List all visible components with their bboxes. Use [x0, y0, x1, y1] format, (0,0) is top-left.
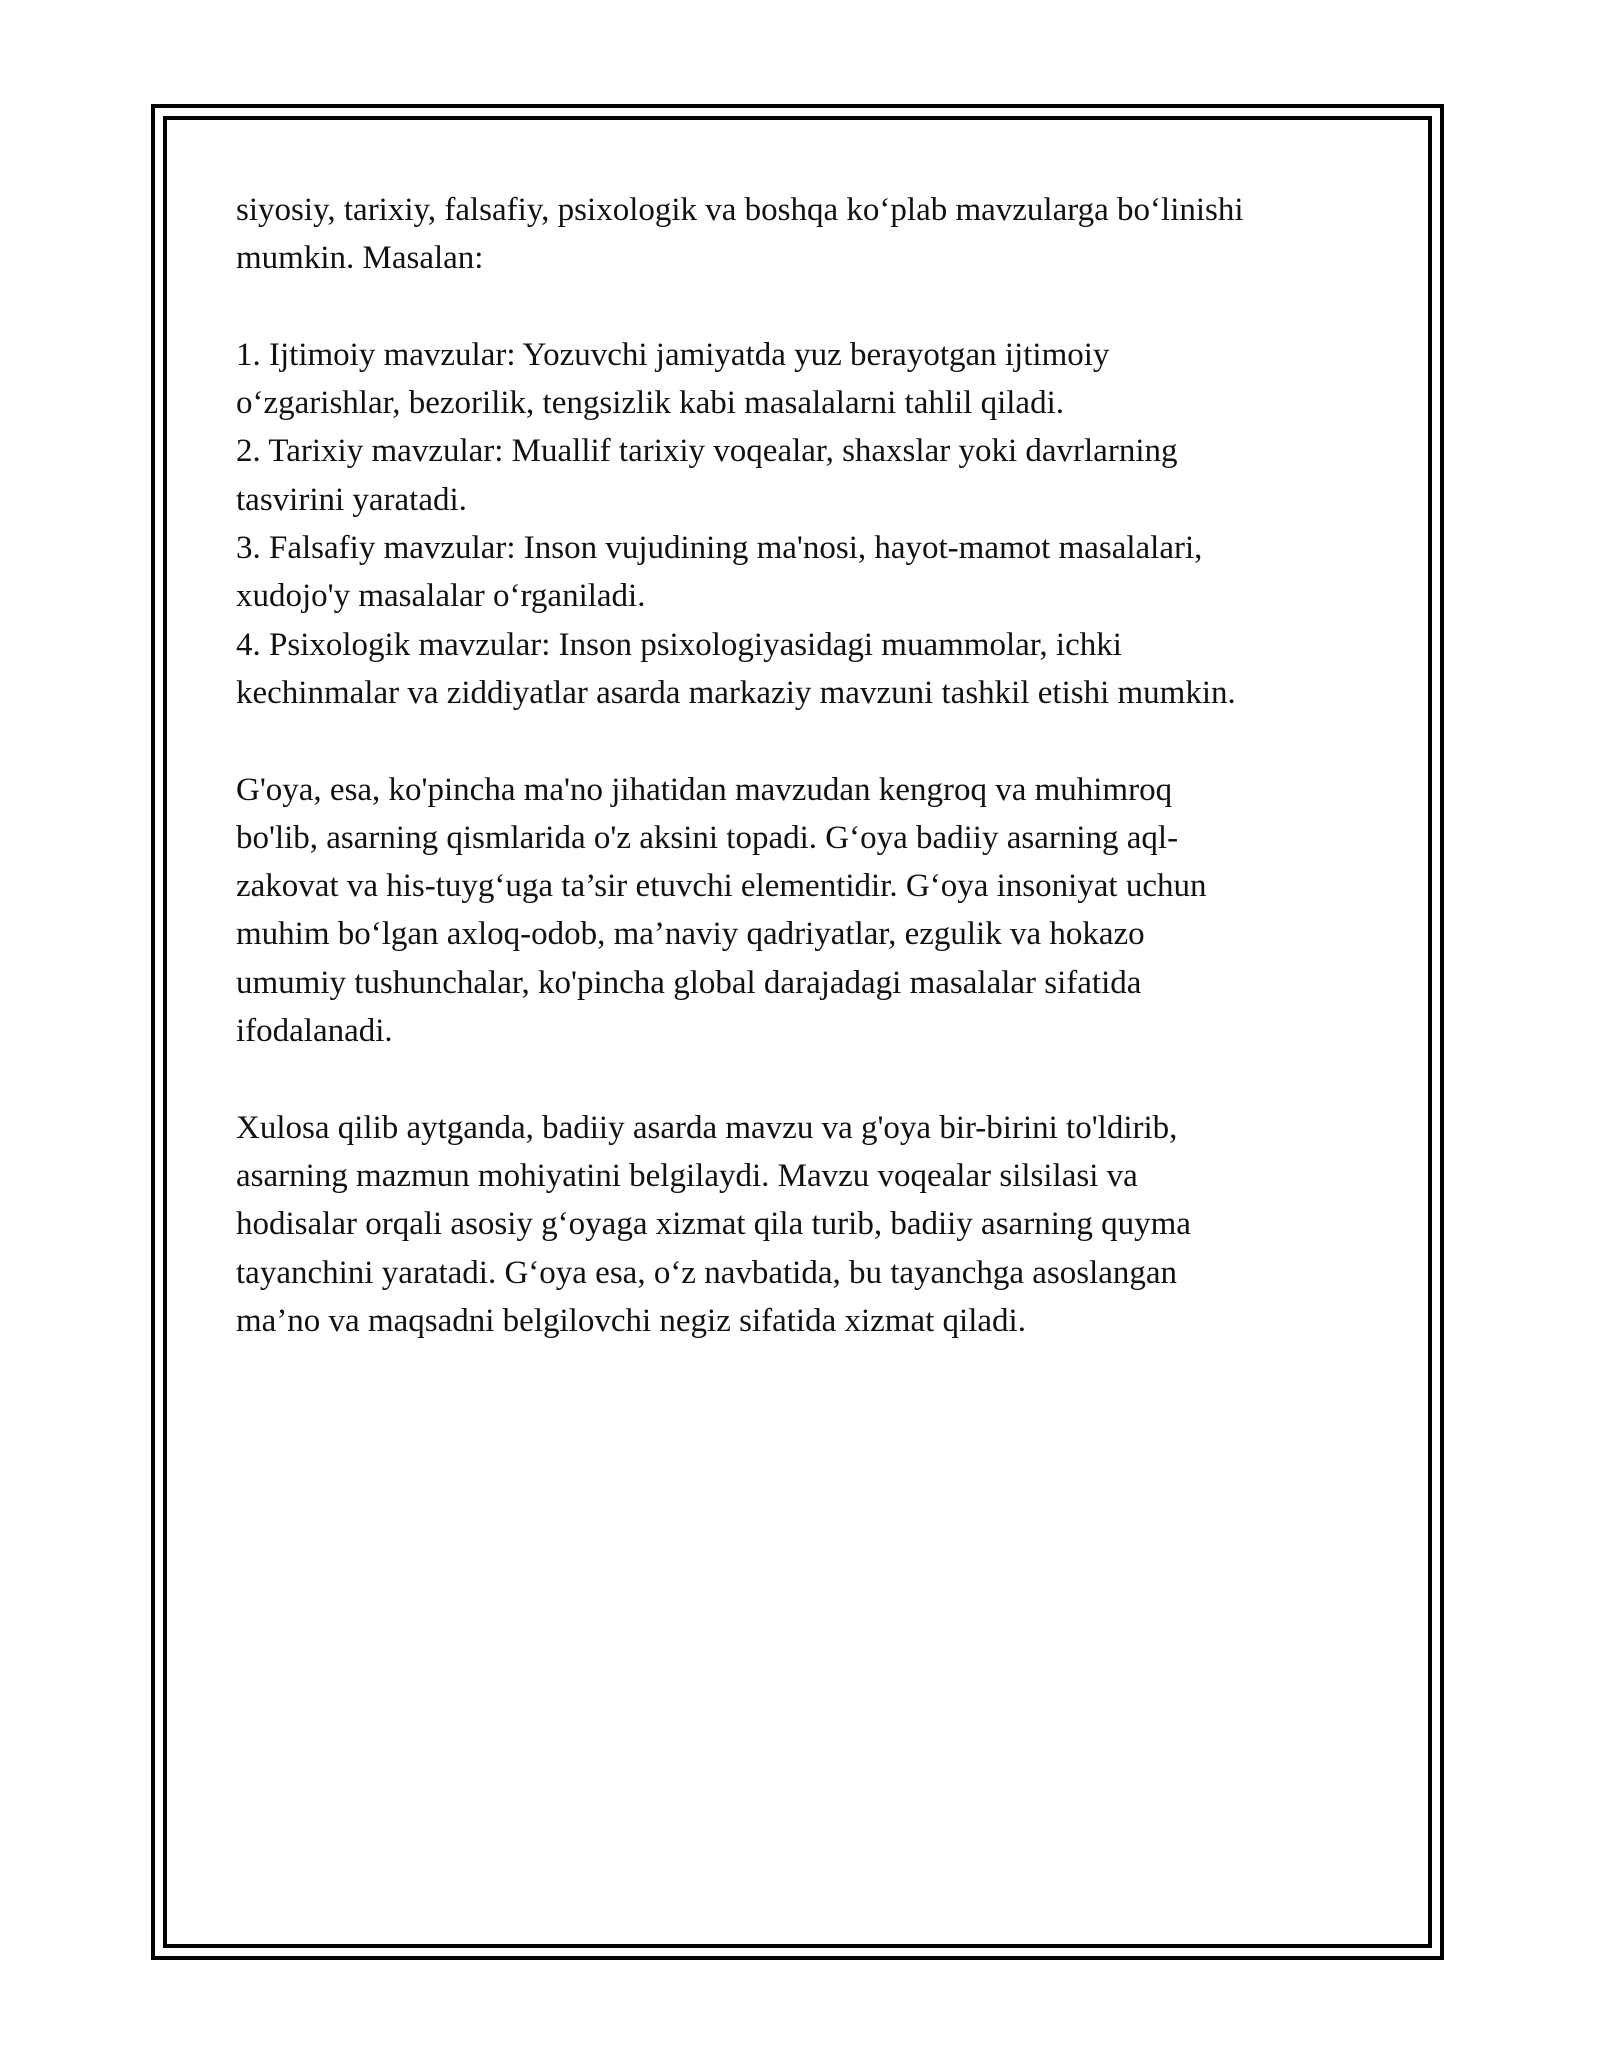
text-line: muhim bo‘lgan axloq-odob, ma’naviy qadriyatlar, ezgulik va hokazo: [236, 916, 1145, 953]
list-item-line: 2. Tarixiy mavzular: Muallif tarixiy voqealar, shaxslar yoki davrlarning: [236, 433, 1178, 470]
text-line: hodisalar orqali asosiy g‘oyaga xizmat qila turib, badiiy asarning quyma: [236, 1206, 1191, 1243]
list-item-line: xudojo'y masalalar o‘rganiladi.: [236, 578, 646, 615]
text-line: ma’no va maqsadni belgilovchi negiz sifatida xizmat qiladi.: [236, 1302, 1026, 1339]
list-item-line: 3. Falsafiy mavzular: Inson vujudining ma'nosi, hayot-mamot masalalari,: [236, 530, 1203, 567]
text-line: zakovat va his-tuyg‘uga ta’sir etuvchi elementidir. G‘oya insoniyat uchun: [236, 868, 1207, 905]
list-item-line: 4. Psixologik mavzular: Inson psixologiyasidagi muammolar, ichki: [236, 626, 1122, 663]
intro-paragraph: [236, 186, 1376, 283]
conclusion-paragraph: [236, 1104, 1376, 1345]
text-line: tayanchini yaratadi. G‘oya esa, o‘z navbatida, bu tayanchga asoslangan: [236, 1254, 1178, 1291]
text-line: siyosiy, tarixiy, falsafiy, psixologik va boshqa ko‘plab mavzularga bo‘linishi: [236, 192, 1244, 228]
text-line: G'oya, esa, ko'pincha ma'no jihatidan mavzudan kengroq va muhimroq: [236, 771, 1173, 808]
list-item-line: o‘zgarishlar, bezorilik, tengsizlik kabi masalalarni tahlil qiladi.: [236, 385, 1064, 422]
goya-paragraph: [236, 766, 1376, 1056]
text-line: asarning mazmun mohiyatini belgilaydi. Mavzu voqealar silsilasi va: [236, 1157, 1138, 1194]
topics-list: [236, 331, 1376, 717]
text-line: bo'lib, asarning qismlarida o'z aksini topadi. G‘oya badiiy asarning aql-: [236, 819, 1179, 856]
document-body: [236, 186, 1376, 1345]
text-line: umumiy tushunchalar, ko'pincha global darajadagi masalalar sifatida: [236, 964, 1142, 1001]
text-line: mumkin. Masalan:: [236, 240, 484, 277]
text-line: Xulosa qilib aytganda, badiiy asarda mavzu va g'oya bir-birini to'ldirib,: [236, 1109, 1178, 1146]
list-item-line: 1. Ijtimoiy mavzular: Yozuvchi jamiyatda yuz berayotgan ijtimoiy: [236, 336, 1110, 373]
list-item-line: tasvirini yaratadi.: [236, 481, 467, 518]
list-item-line: kechinmalar va ziddiyatlar asarda markaziy mavzuni tashkil etishi mumkin.: [236, 674, 1236, 711]
text-line: ifodalanadi.: [236, 1013, 393, 1050]
